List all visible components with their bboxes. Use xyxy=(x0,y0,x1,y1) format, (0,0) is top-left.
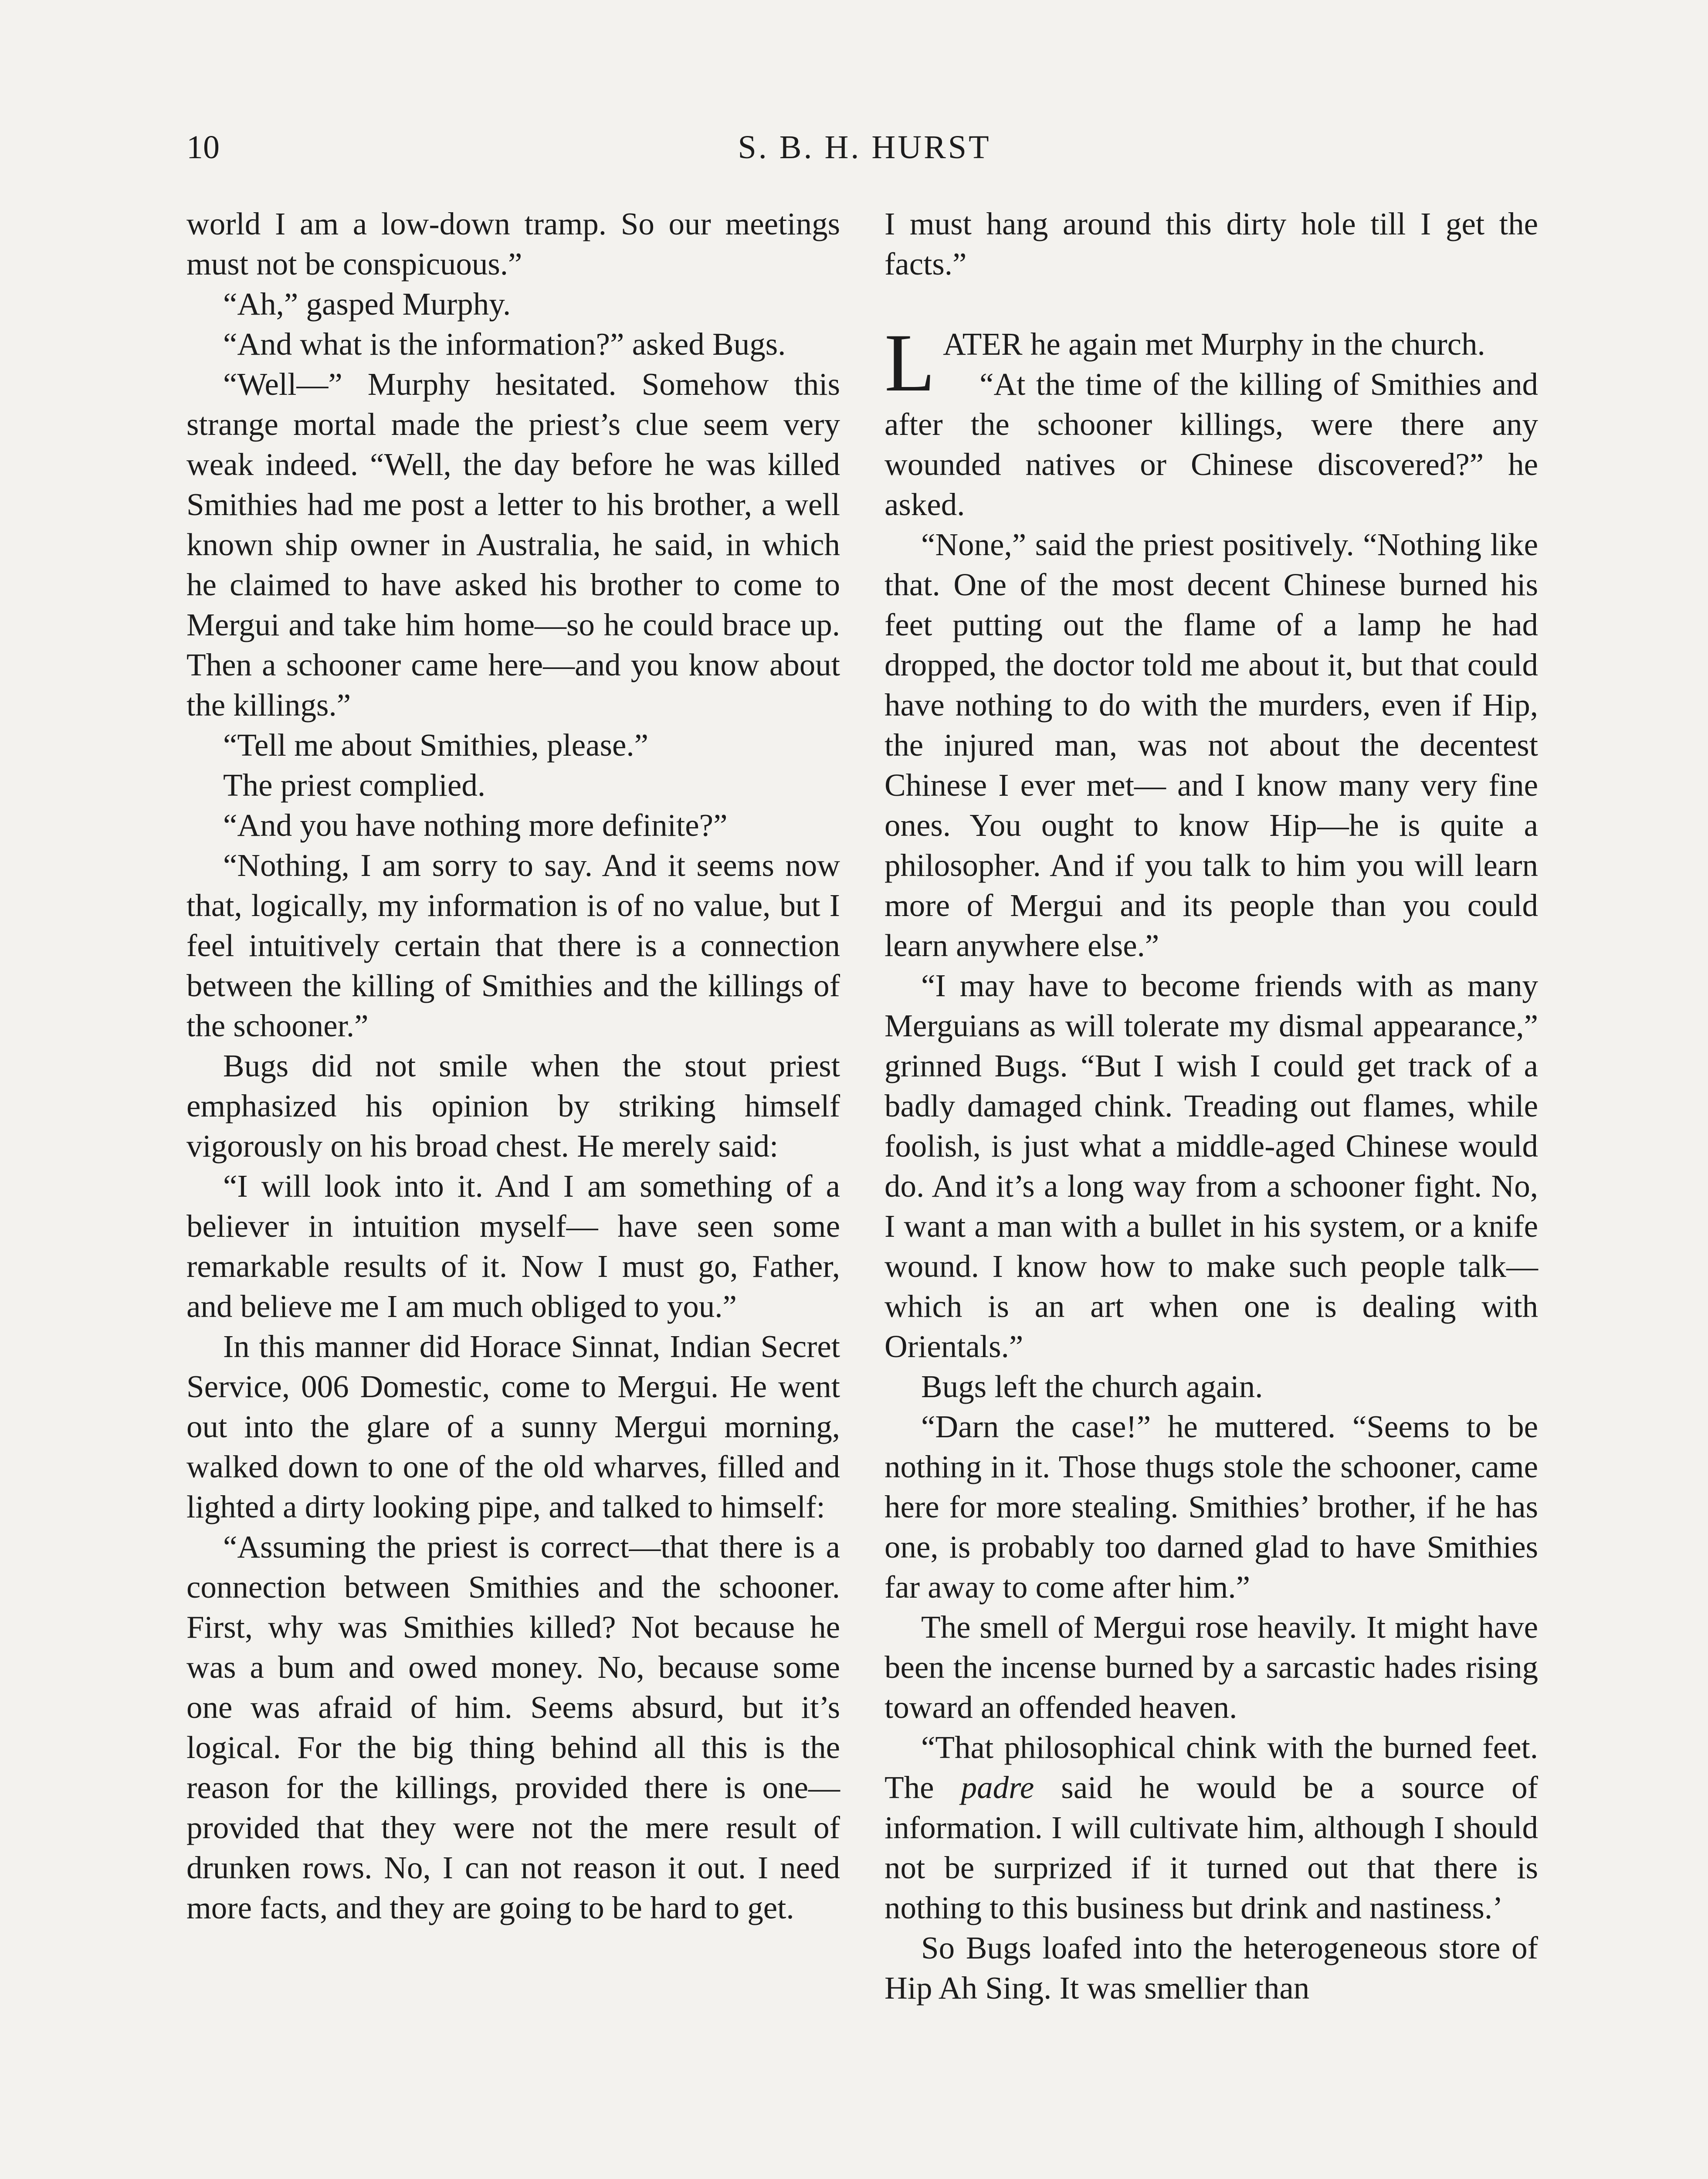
paragraph: “Assuming the priest is correct—that there is a connection between Smithies and the schooner. First, why was Smithies killed? Not because he was a bum and owed money. No, because some one was afraid of him. Seems absurd, but it’s logical. For the big thing behind all this is the reason for the killings, provided there is one—provided that they were not the mere result of drunken rows. No, I can not reason it out. I need more facts, and they are going to be hard to get. xyxy=(186,1529,840,1925)
page-number: 10 xyxy=(186,129,220,166)
italic-word: padre xyxy=(961,1770,1034,1805)
paragraph: “Nothing, I am sorry to say. And it seems now that, logically, my information is of no value, but I feel intuitively certain that there is a connection between the killing of Smithies and the killings of the schooner.” xyxy=(186,848,840,1043)
paragraph: “Darn the case!” he muttered. “Seems to be nothing in it. Those thugs stole the schooner, came here for more stealing. Smithies’ brother, if he has one, is probably too darned glad to have Smithies far away to come after him.” xyxy=(884,1409,1538,1605)
paragraph: The smell of Mergui rose heavily. It might have been the incense burned by a sarcastic hades rising toward an offended heaven. xyxy=(884,1609,1538,1725)
drop-cap: L xyxy=(884,317,935,409)
paragraph: “And you have nothing more definite?” xyxy=(223,808,728,843)
paragraph xyxy=(884,1728,1538,1928)
paragraph: Bugs did not smile when the stout priest emphasized his opinion by striking himself vigorously on his broad chest. He merely said: xyxy=(186,1048,840,1164)
paragraph: “I may have to become friends with as many Merguians as will tolerate my dismal appearance,” grinned Bugs. “But I wish I could get track of a badly damaged chink. Treading out flames, while foolish, is just what a middle-aged Chinese would do. And it’s a long way from a schooner fight. No, I want a man with a bullet in his system, or a knife wound. I know how to make such people talk—which is an art when one is dealing with Orientals.” xyxy=(884,968,1538,1364)
paragraph: “Ah,” gasped Murphy. xyxy=(223,286,511,322)
section-opening-paragraph xyxy=(884,317,1538,409)
paragraph: In this manner did Horace Sinnat, Indian Secret Service, 006 Domestic, come to Mergui. He went out into the glare of a sunny Mergui morning, walked down to one of the old wharves, filled and lighted a dirty looking pipe, and talked to himself: xyxy=(186,1329,840,1524)
paragraph: So Bugs loafed into the heterogeneous store of Hip Ah Sing. It was smellier than xyxy=(884,1930,1538,2006)
drop-cap-continuation: ATER he again met Murphy in the church. xyxy=(943,326,1485,362)
paragraph: “Tell me about Smithies, please.” xyxy=(223,727,649,763)
right-column xyxy=(884,204,1538,2008)
paragraph: The priest complied. xyxy=(223,767,486,803)
paragraph: “At the time of the killing of Smithies and after the schooner killings, were there any wounded natives or Chinese discovered?” he asked. xyxy=(884,367,1538,522)
paragraph: Bugs left the church again. xyxy=(921,1369,1263,1404)
paragraph: world I am a low-down tramp. So our meetings must not be conspicuous.” xyxy=(186,206,840,282)
paragraph-text: “That philosophical chink with the burned feet. The xyxy=(884,1730,1538,1805)
paragraph: “Well—” Murphy hesitated. Somehow this strange mortal made the priest’s clue seem very weak indeed. “Well, the day before he was killed Smithies had me post a letter to his brother, a well known ship owner in Australia, he said, in which he claimed to have asked his brother to come to Mergui and take him home—so he could brace up. Then a schooner came here—and you know about the killings.” xyxy=(186,367,840,723)
paragraph-text: said he would be a source of information. I will cultivate him, although I should not be surprized if it turned out that there is nothing to this business but drink and nastiness.’ xyxy=(884,1770,1538,1925)
running-head: S. B. H. HURST xyxy=(738,129,991,166)
paragraph: “I will look into it. And I am something of a believer in intuition myself— have seen some remarkable results of it. Now I must go, Father, and believe me I am much obliged to you.” xyxy=(186,1168,840,1324)
paragraph: “And what is the information?” asked Bugs. xyxy=(223,326,786,362)
page-header xyxy=(186,123,1542,171)
paragraph: “None,” said the priest positively. “Nothing like that. One of the most decent Chinese burned his feet putting out the flame of a lamp he had dropped, the doctor told me about it, but that could have nothing to do with the murders, even if Hip, the injured man, was not about the decentest Chinese I ever met— and I know many very fine ones. You ought to know Hip—he is quite a philosopher. And if you talk to him you will learn more of Mergui and its people than you could learn anywhere else.” xyxy=(884,527,1538,963)
left-column xyxy=(186,204,840,1928)
paragraph: I must hang around this dirty hole till I get the facts.” xyxy=(884,206,1538,282)
